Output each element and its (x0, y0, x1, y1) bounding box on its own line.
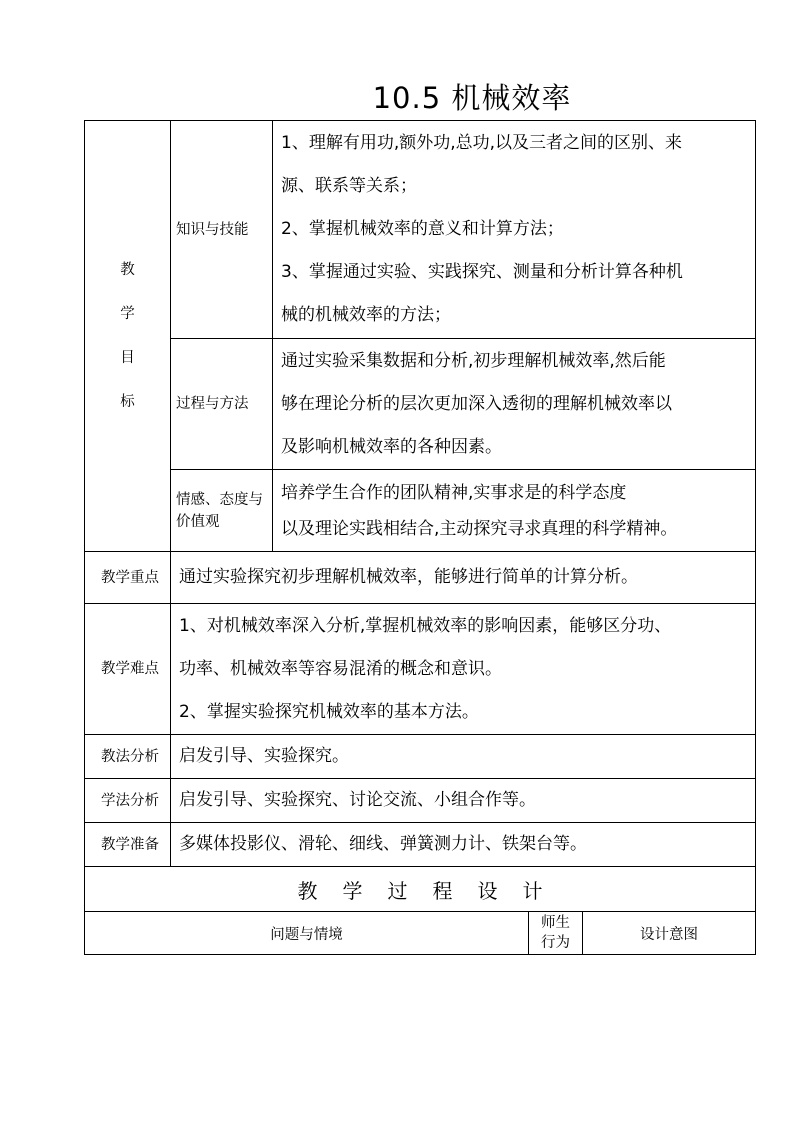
process-line: 及影响机械效率的各种因素。 (281, 436, 502, 457)
key-point-label: 教学重点 (85, 552, 171, 604)
learning-method-label: 学法分析 (85, 779, 171, 823)
difficulty-line: 功率、机械效率等容易混淆的概念和意识。 (179, 658, 502, 679)
knowledge-line: 械的机械效率的方法； (281, 305, 451, 325)
goals-knowledge-row (85, 121, 756, 339)
page-title: 10.5 机械效率 (372, 81, 572, 115)
col-header-behavior-line: 行为 (541, 935, 570, 951)
col-header-behavior (529, 912, 583, 955)
knowledge-line: 1、理解有用功,额外功,总功,以及三者之间的区别、来 (281, 133, 683, 153)
preparation-label: 教学准备 (85, 823, 171, 867)
knowledge-line: 2、掌握机械效率的意义和计算方法； (281, 219, 564, 239)
goals-emotion-row (85, 470, 756, 552)
goals-label-char: 标 (120, 394, 135, 410)
key-point-row (85, 552, 756, 604)
emotion-label-line: 价值观 (176, 513, 220, 530)
difficulty-row (85, 604, 756, 735)
process-design-heading-row (85, 867, 756, 912)
col-header-questions: 问题与情境 (85, 912, 529, 955)
process-label: 过程与方法 (171, 339, 273, 470)
process-design-header-row (85, 912, 756, 955)
teaching-method-content: 启发引导、实验探究。 (171, 735, 756, 779)
process-content (273, 339, 756, 470)
difficulty-line: 2、掌握实验探究机械效率的基本方法。 (179, 701, 479, 722)
col-header-behavior-line: 师生 (541, 915, 570, 931)
process-line: 通过实验采集数据和分析,初步理解机械效率,然后能 (281, 350, 666, 371)
goals-label (85, 121, 171, 552)
goals-label-char: 目 (120, 350, 135, 366)
goals-process-row (85, 339, 756, 470)
goals-label-char: 教 (120, 262, 135, 278)
learning-method-row (85, 779, 756, 823)
preparation-row (85, 823, 756, 867)
teaching-method-label: 教法分析 (85, 735, 171, 779)
emotion-label-line: 情感、态度与 (176, 491, 263, 508)
emotion-line: 培养学生合作的团队精神,实事求是的科学态度 (281, 482, 627, 503)
goals-label-char: 学 (120, 306, 135, 322)
process-line: 够在理论分析的层次更加深入透彻的理解机械效率以 (281, 393, 672, 414)
knowledge-line: 源、联系等关系； (281, 176, 417, 196)
knowledge-label: 知识与技能 (171, 121, 273, 339)
lesson-plan-table (84, 120, 756, 955)
knowledge-content (273, 121, 756, 339)
difficulty-label: 教学难点 (85, 604, 171, 735)
learning-method-content: 启发引导、实验探究、讨论交流、小组合作等。 (171, 779, 756, 823)
emotion-label (171, 470, 273, 552)
emotion-content (273, 470, 756, 552)
emotion-line: 以及理论实践相结合,主动探究寻求真理的科学精神。 (281, 518, 678, 539)
key-point-content: 通过实验探究初步理解机械效率，能够进行简单的计算分析。 (171, 552, 756, 604)
col-header-intent: 设计意图 (583, 912, 756, 955)
process-design-heading: 教学过程设计 (85, 867, 756, 912)
preparation-content: 多媒体投影仪、滑轮、细线、弹簧测力计、铁架台等。 (171, 823, 756, 867)
knowledge-line: 3、掌握通过实验、实践探究、测量和分析计算各种机 (281, 262, 683, 282)
teaching-method-row (85, 735, 756, 779)
difficulty-content (171, 604, 756, 735)
difficulty-line: 1、对机械效率深入分析,掌握机械效率的影响因素，能够区分功、 (179, 615, 672, 636)
